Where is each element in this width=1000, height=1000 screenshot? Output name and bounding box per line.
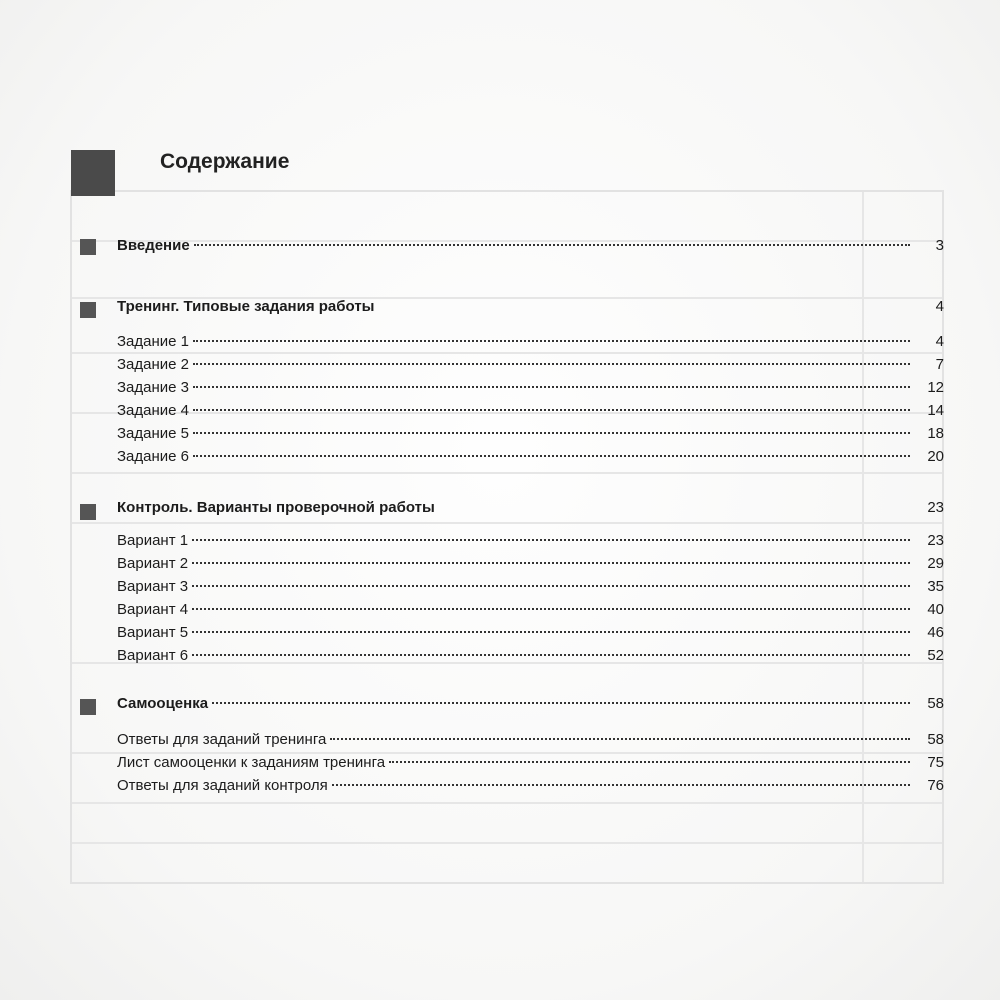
dot-leader	[212, 702, 910, 704]
toc-section-title: Тренинг. Типовые задания работы	[117, 298, 375, 315]
toc-item-label: Задание 5	[117, 425, 190, 442]
toc-item[interactable]	[117, 423, 944, 445]
toc-item[interactable]	[117, 377, 944, 399]
toc-item-label: Ответы для заданий тренинга	[117, 731, 327, 748]
toc-item[interactable]	[117, 576, 944, 598]
toc-section-self-assessment[interactable]	[117, 693, 944, 715]
toc-page-number: 4	[935, 333, 944, 350]
dot-leader	[194, 244, 910, 246]
toc-item[interactable]	[117, 729, 944, 751]
toc-item-label: Задание 4	[117, 402, 190, 419]
dot-leader	[193, 363, 910, 365]
toc-page-number: 23	[927, 499, 944, 516]
toc-item-label: Задание 6	[117, 448, 190, 465]
toc-page-number: 52	[927, 647, 944, 664]
toc-item-label: Вариант 3	[117, 578, 189, 595]
toc-page-number: 14	[927, 402, 944, 419]
dot-leader	[193, 386, 910, 388]
toc-item-label: Задание 1	[117, 333, 190, 350]
toc-item-label: Вариант 4	[117, 601, 189, 618]
toc-page-number: 58	[927, 731, 944, 748]
dot-leader	[332, 784, 910, 786]
toc-item-label: Ответы для заданий контроля	[117, 777, 328, 794]
dot-leader	[192, 631, 910, 633]
dot-leader	[192, 654, 910, 656]
toc-item-label: Задание 3	[117, 379, 190, 396]
toc-item-label: Лист самооценки к заданиям тренинга	[117, 754, 386, 771]
dot-leader	[439, 506, 910, 508]
toc-page-number: 12	[927, 379, 944, 396]
toc-item[interactable]	[117, 331, 944, 353]
toc-item[interactable]	[117, 354, 944, 376]
dot-leader	[192, 539, 910, 541]
dot-leader	[193, 340, 910, 342]
dot-leader	[192, 585, 910, 587]
toc-item[interactable]	[117, 752, 944, 774]
dot-leader	[389, 761, 910, 763]
toc-section-title: Контроль. Варианты проверочной работы	[117, 499, 435, 516]
toc-item-label: Вариант 5	[117, 624, 189, 641]
dot-leader	[330, 738, 910, 740]
toc-item[interactable]	[117, 553, 944, 575]
toc-item[interactable]	[117, 400, 944, 422]
toc-section-introduction[interactable]	[117, 235, 944, 257]
toc-section-training[interactable]	[117, 296, 944, 318]
dot-leader	[193, 409, 910, 411]
toc-page-number: 18	[927, 425, 944, 442]
toc-page-number: 46	[927, 624, 944, 641]
toc-item-label: Вариант 1	[117, 532, 189, 549]
section-marker	[80, 302, 96, 318]
section-marker	[80, 239, 96, 255]
toc-item[interactable]	[117, 599, 944, 621]
dot-leader	[193, 455, 910, 457]
toc-item[interactable]	[117, 530, 944, 552]
toc-page-number: 4	[935, 298, 944, 315]
section-marker	[80, 504, 96, 520]
toc-page-number: 20	[927, 448, 944, 465]
toc-item[interactable]	[117, 645, 944, 667]
dot-leader	[192, 608, 910, 610]
toc-section-title: Самооценка	[117, 695, 209, 712]
dot-leader	[192, 562, 910, 564]
toc-item[interactable]	[117, 622, 944, 644]
toc-page-number: 23	[927, 532, 944, 549]
toc-section-title: Введение	[117, 237, 190, 254]
dot-leader	[193, 432, 910, 434]
dot-leader	[378, 305, 910, 307]
toc-item-label: Вариант 6	[117, 647, 189, 664]
toc-item[interactable]	[117, 446, 944, 468]
toc-item-label: Задание 2	[117, 356, 190, 373]
toc-page-number: 58	[927, 695, 944, 712]
toc-page-number: 3	[935, 237, 944, 254]
toc-item-label: Вариант 2	[117, 555, 189, 572]
toc-page-number: 40	[927, 601, 944, 618]
toc-page-number: 75	[927, 754, 944, 771]
toc-page-number: 35	[927, 578, 944, 595]
page-title: Содержание	[160, 150, 290, 173]
title-marker-block	[71, 150, 115, 196]
section-marker	[80, 699, 96, 715]
toc-page-number: 29	[927, 555, 944, 572]
toc-page-number: 7	[935, 356, 944, 373]
toc-item[interactable]	[117, 775, 944, 797]
toc-section-control[interactable]	[117, 497, 944, 519]
toc-page-number: 76	[927, 777, 944, 794]
